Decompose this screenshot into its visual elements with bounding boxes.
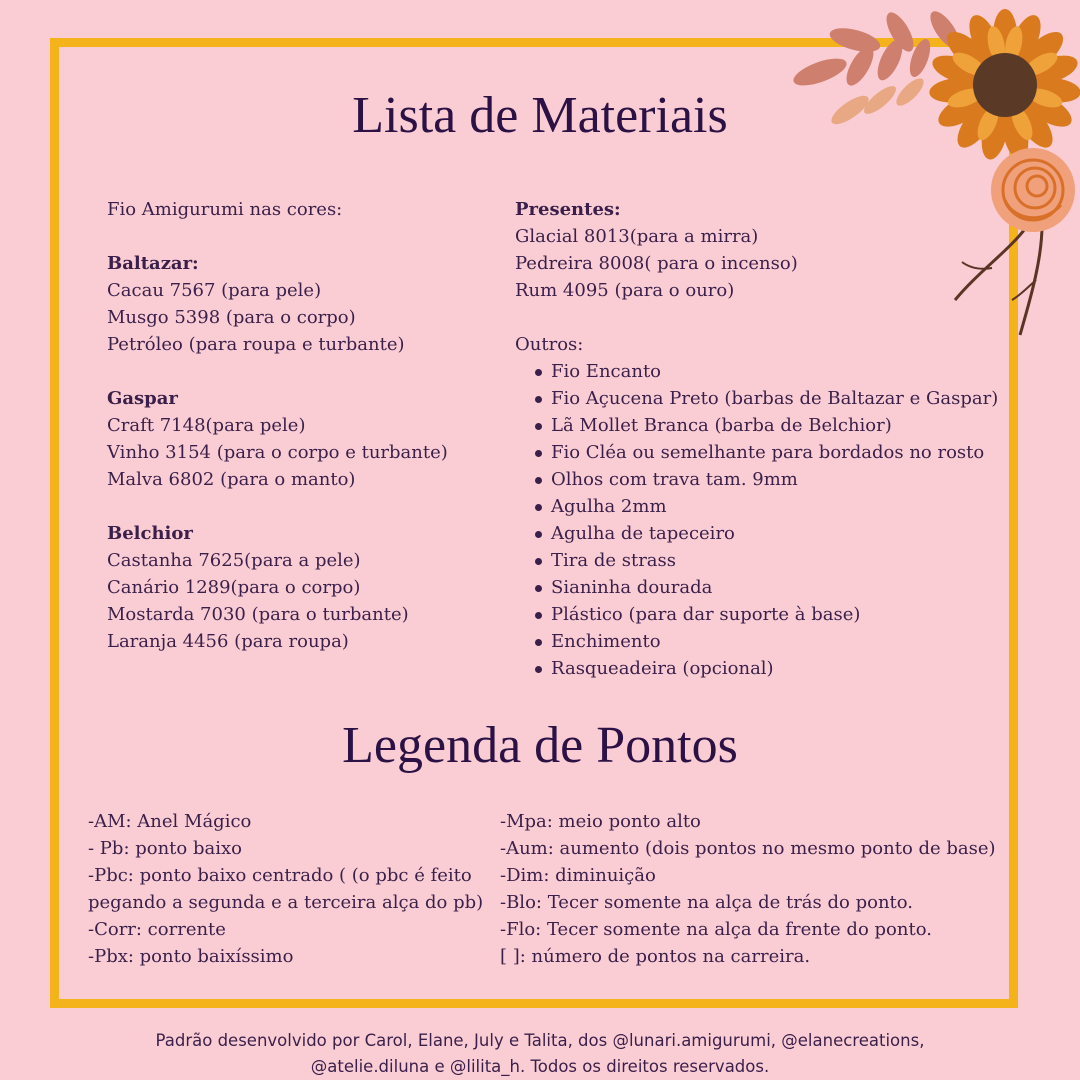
list-item: Laranja 4456 (para roupa): [107, 631, 349, 652]
list-item: Sianinha dourada: [515, 574, 1035, 601]
list-item: Tira de strass: [515, 547, 1035, 574]
footer-line-1: Padrão desenvolvido por Carol, Elane, July e Talita, dos @lunari.amigurumi, @elanecreations,: [155, 1031, 925, 1050]
legend-item: - Pb: ponto baixo: [88, 838, 242, 859]
list-item: Craft 7148(para pele): [107, 415, 306, 436]
list-item: Fio Encanto: [515, 358, 1035, 385]
legend-item: [ ]: número de pontos na carreira.: [500, 946, 811, 967]
list-item: Rum 4095 (para o ouro): [515, 280, 735, 301]
legend-title: Legenda de Pontos: [342, 717, 738, 774]
legend-item: -Corr: corrente: [88, 919, 226, 940]
list-item: Pedreira 8008( para o incenso): [515, 253, 798, 274]
list-item: Malva 6802 (para o manto): [107, 469, 356, 490]
yarn-intro: Fio Amigurumi nas cores:: [107, 199, 343, 220]
list-item: Plástico (para dar suporte à base): [515, 601, 1035, 628]
legend-item: -Blo: Tecer somente na alça de trás do ponto.: [500, 892, 914, 913]
legend-item: -Pbx: ponto baixíssimo: [88, 946, 294, 967]
legend-item: -Mpa: meio ponto alto: [500, 811, 701, 832]
list-item: Enchimento: [515, 628, 1035, 655]
copyright-footer: [0, 1028, 1080, 1080]
list-item: Lã Mollet Branca (barba de Belchior): [515, 412, 1035, 439]
outros-list: [515, 358, 1035, 682]
legend-left-column: [88, 808, 488, 970]
materials-right-column: [515, 196, 1035, 682]
list-item: Canário 1289(para o corpo): [107, 577, 361, 598]
footer-line-2: @atelie.diluna e @lilita_h. Todos os direitos reservados.: [310, 1057, 770, 1076]
list-item: Musgo 5398 (para o corpo): [107, 307, 356, 328]
list-item: Mostarda 7030 (para o turbante): [107, 604, 409, 625]
list-item: Cacau 7567 (para pele): [107, 280, 322, 301]
list-item: Olhos com trava tam. 9mm: [515, 466, 1035, 493]
list-item: Castanha 7625(para a pele): [107, 550, 361, 571]
legend-item: -Aum: aumento (dois pontos no mesmo ponto de base): [500, 838, 996, 859]
list-item: Agulha de tapeceiro: [515, 520, 1035, 547]
materials-title: Lista de Materiais: [352, 87, 728, 144]
legend-item: -Dim: diminuição: [500, 865, 656, 886]
list-item: Petróleo (para roupa e turbante): [107, 334, 405, 355]
legend-item: -Flo: Tecer somente na alça da frente do ponto.: [500, 919, 932, 940]
presentes-heading: Presentes:: [515, 199, 621, 220]
legend-item: -Pbc: ponto baixo centrado ( (o pbc é feito: [88, 865, 472, 886]
list-item: Glacial 8013(para a mirra): [515, 226, 759, 247]
baltazar-heading: Baltazar:: [107, 253, 199, 274]
list-item: Fio Açucena Preto (barbas de Baltazar e Gaspar): [515, 385, 1035, 412]
outros-heading: Outros:: [515, 334, 584, 355]
list-item: Rasqueadeira (opcional): [515, 655, 1035, 682]
list-item: Fio Cléa ou semelhante para bordados no rosto: [515, 439, 1035, 466]
legend-item: pegando a segunda e a terceira alça do pb): [88, 892, 484, 913]
materials-left-column: [107, 196, 497, 655]
legend-item: -AM: Anel Mágico: [88, 811, 252, 832]
list-item: Vinho 3154 (para o corpo e turbante): [107, 442, 448, 463]
belchior-heading: Belchior: [107, 523, 193, 544]
gaspar-heading: Gaspar: [107, 388, 178, 409]
list-item: Agulha 2mm: [515, 493, 1035, 520]
legend-right-column: [500, 808, 1000, 970]
